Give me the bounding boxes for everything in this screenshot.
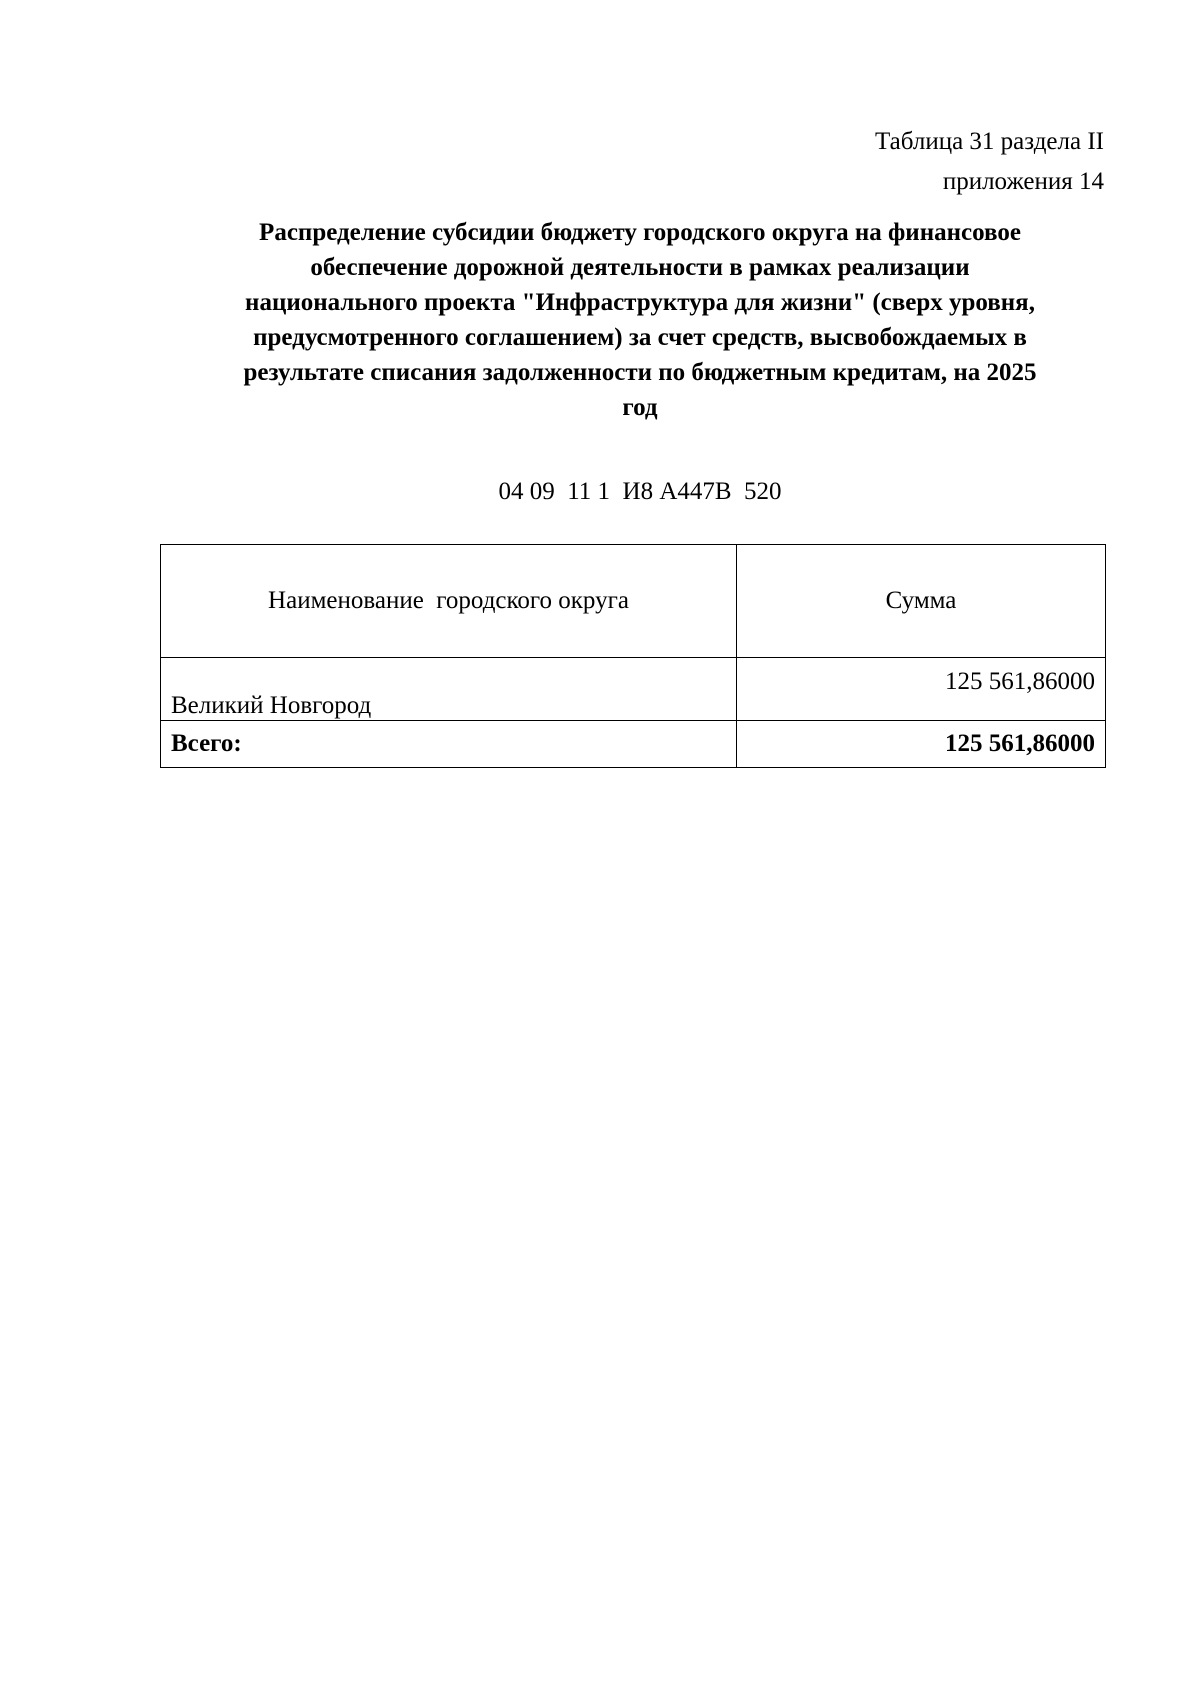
table-total-row bbox=[161, 721, 1106, 768]
document-title bbox=[160, 215, 1120, 425]
reference-line-table: Таблица 31 раздела II bbox=[875, 128, 1104, 155]
distribution-table bbox=[160, 544, 1106, 768]
cell-total-label: Всего: bbox=[161, 721, 737, 768]
title-line: результате списания задолженности по бюджетным кредитам, на 2025 bbox=[243, 359, 1037, 386]
title-line: обеспечение дорожной деятельности в рамках реализации bbox=[310, 254, 970, 281]
column-header-sum: Сумма bbox=[737, 545, 1106, 658]
reference-line-appendix: приложения 14 bbox=[942, 168, 1104, 195]
table-header-row bbox=[161, 545, 1106, 658]
cell-district-name: Великий Новгород bbox=[161, 658, 737, 721]
cell-district-sum: 125 561,86000 bbox=[737, 658, 1106, 721]
table-reference bbox=[875, 122, 1104, 202]
cell-total-sum: 125 561,86000 bbox=[737, 721, 1106, 768]
title-line: год bbox=[622, 394, 658, 421]
table-row bbox=[161, 658, 1106, 721]
title-line: Распределение субсидии бюджету городского округа на финансовое bbox=[259, 219, 1021, 246]
column-header-name: Наименование городского округа bbox=[161, 545, 737, 658]
budget-classification-code: 04 09 11 1 И8 А447В 520 bbox=[498, 478, 782, 505]
title-line: предусмотренного соглашением) за счет средств, высвобождаемых в bbox=[253, 324, 1027, 351]
title-line: национального проекта "Инфраструктура для жизни" (сверх уровня, bbox=[245, 289, 1035, 316]
